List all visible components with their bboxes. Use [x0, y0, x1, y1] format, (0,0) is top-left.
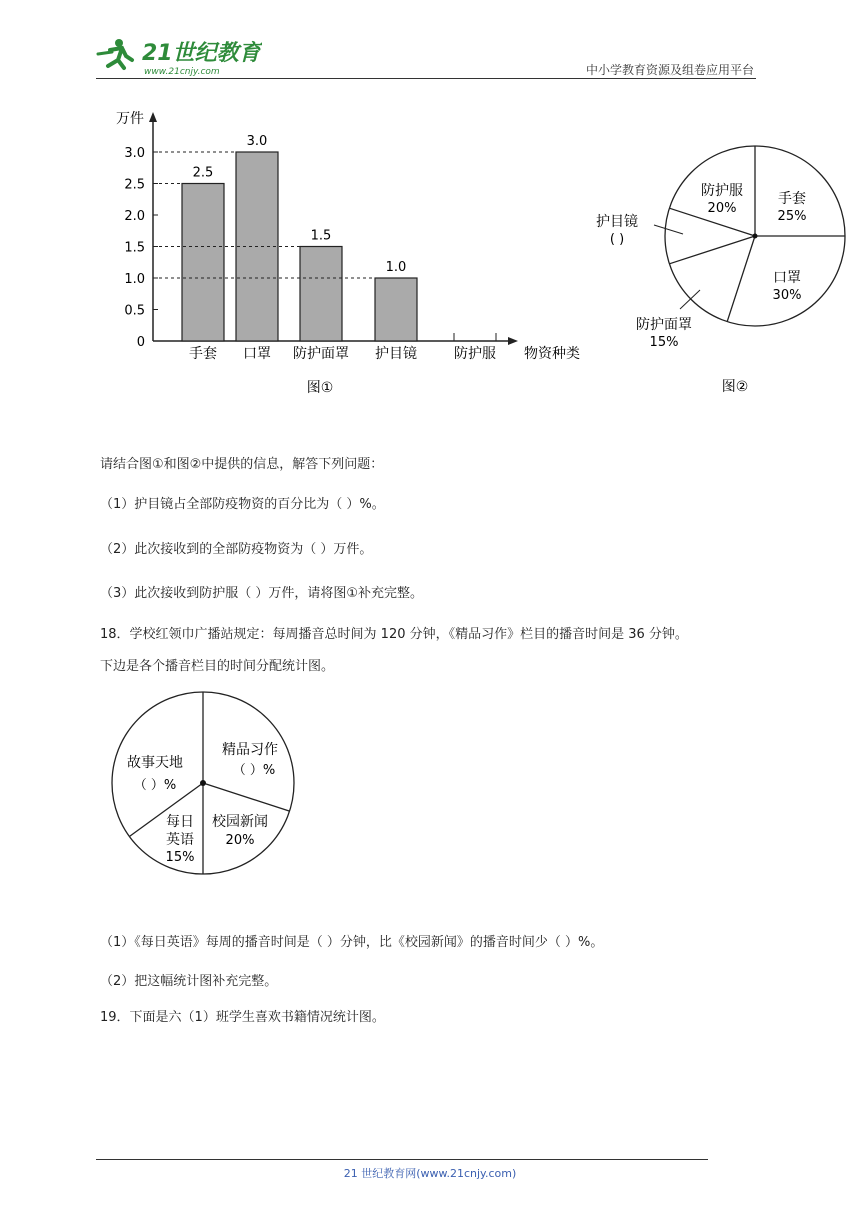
bar-value-label: 3.0: [246, 134, 268, 149]
header-platform-text: 中小学教育资源及组卷应用平台: [585, 63, 754, 77]
pie2-pct-手套: 25%: [777, 209, 807, 224]
q17-part3: （3）此次接收到防护服（ ）万件，请将图①补充完整。: [100, 586, 424, 601]
site-logo: [92, 34, 262, 78]
figure2-caption: 图②: [721, 379, 749, 395]
x-tick-label: 护目镜: [375, 346, 417, 362]
pie-chart-figure3: [100, 690, 310, 890]
pie2-label-防护面罩: 防护面罩: [636, 317, 692, 333]
pie3-label-gushi: 故事天地: [127, 755, 183, 771]
y-axis-arrow: [149, 112, 157, 122]
pie2-pct-防护面罩: 15%: [649, 335, 679, 350]
logo-url: www.21cnjy.com: [144, 67, 220, 77]
pie2-label-口罩: 口罩: [773, 270, 801, 286]
bar-value-label: 1.5: [310, 228, 332, 244]
q19-title: 19．下面是六（1）班学生喜欢书籍情况统计图。: [100, 1010, 385, 1025]
q18-part1: （1）《每日英语》每周的播音时间是（ ）分钟，比《校园新闻》的播音时间少（ ）%。: [100, 935, 604, 950]
y-axis-label: 万件: [116, 111, 144, 127]
pie3-pct-meiri: 15%: [165, 850, 195, 865]
q18-part2: （2）把这幅统计图补充完整。: [100, 974, 278, 989]
pie2-center-dot: [753, 234, 758, 239]
pie3-label-meiri-2: 英语: [166, 832, 194, 848]
pie3-pct-xiaoyuan: 20%: [225, 833, 255, 848]
pie3-center-dot: [200, 780, 206, 786]
y-tick-label: 0: [136, 335, 145, 350]
q17-part2: （2）此次接收到的全部防疫物资为（ ）万件。: [100, 542, 373, 557]
y-tick-label: 2.0: [124, 209, 145, 224]
bar-value-label: 2.5: [192, 165, 214, 181]
x-tick-label: 口罩: [243, 346, 271, 362]
bar-防护面罩: [300, 247, 342, 342]
y-tick-label: 1.0: [124, 272, 145, 287]
pie2-pct-防护服: 20%: [707, 201, 737, 216]
figure1-caption: 图①: [306, 380, 334, 396]
pie2-pct-口罩: 30%: [772, 288, 802, 303]
q17-intro: 请结合图①和图②中提供的信息，解答下列问题：: [100, 457, 384, 472]
pie2-label-防护服: 防护服: [701, 183, 743, 199]
bar-手套: [182, 184, 224, 342]
logo-text: 21世纪教育: [142, 41, 261, 66]
pie-chart-figure2: [590, 130, 860, 400]
footer-divider: [96, 1159, 708, 1160]
logo-graphic: [92, 34, 262, 78]
q17-part1: （1）护目镜占全部防疫物资的百分比为（ ）%。: [100, 497, 385, 512]
y-tick-label: 2.5: [124, 177, 145, 193]
x-tick-label: 防护面罩: [293, 346, 349, 362]
pie3-label-meiri-1: 每日: [166, 814, 194, 830]
footer-text: 21 世纪教育网(www.21cnjy.com): [343, 1167, 517, 1180]
pie2-label-手套: 手套: [778, 191, 806, 207]
pie3-group: [112, 692, 294, 874]
x-axis-label: 物资种类: [524, 346, 580, 362]
x-tick-label: 防护服: [454, 346, 496, 362]
pie2-pct-护目镜: ( ): [609, 232, 625, 247]
pie2-label-护目镜: 护目镜: [596, 214, 638, 230]
pie3-pct-jingpin: （ ）%: [232, 763, 276, 778]
bar-chart-group: [116, 111, 580, 362]
pie3-label-jingpin: 精品习作: [222, 742, 278, 758]
q18-line1: 18．学校红领巾广播站规定：每周播音总时间为 120 分钟，《精品习作》栏目的播音时间是 36 分钟。: [100, 627, 688, 642]
pie3-label-xiaoyuan: 校园新闻: [212, 814, 268, 830]
header-divider: [96, 78, 756, 79]
x-axis-arrow: [508, 337, 518, 345]
bar-value-label: 1.0: [385, 260, 407, 275]
bar-chart-figure1: [96, 100, 596, 400]
x-tick-label: 手套: [189, 346, 217, 362]
pie2-group: [596, 146, 845, 350]
bar-护目镜: [375, 278, 417, 341]
y-tick-label: 0.5: [124, 303, 145, 319]
q18-line2: 下边是各个播音栏目的时间分配统计图。: [100, 659, 335, 674]
pie3-pct-gushi: （ ）%: [133, 778, 177, 793]
y-tick-label: 3.0: [124, 146, 145, 161]
y-tick-label: 1.5: [124, 240, 145, 256]
